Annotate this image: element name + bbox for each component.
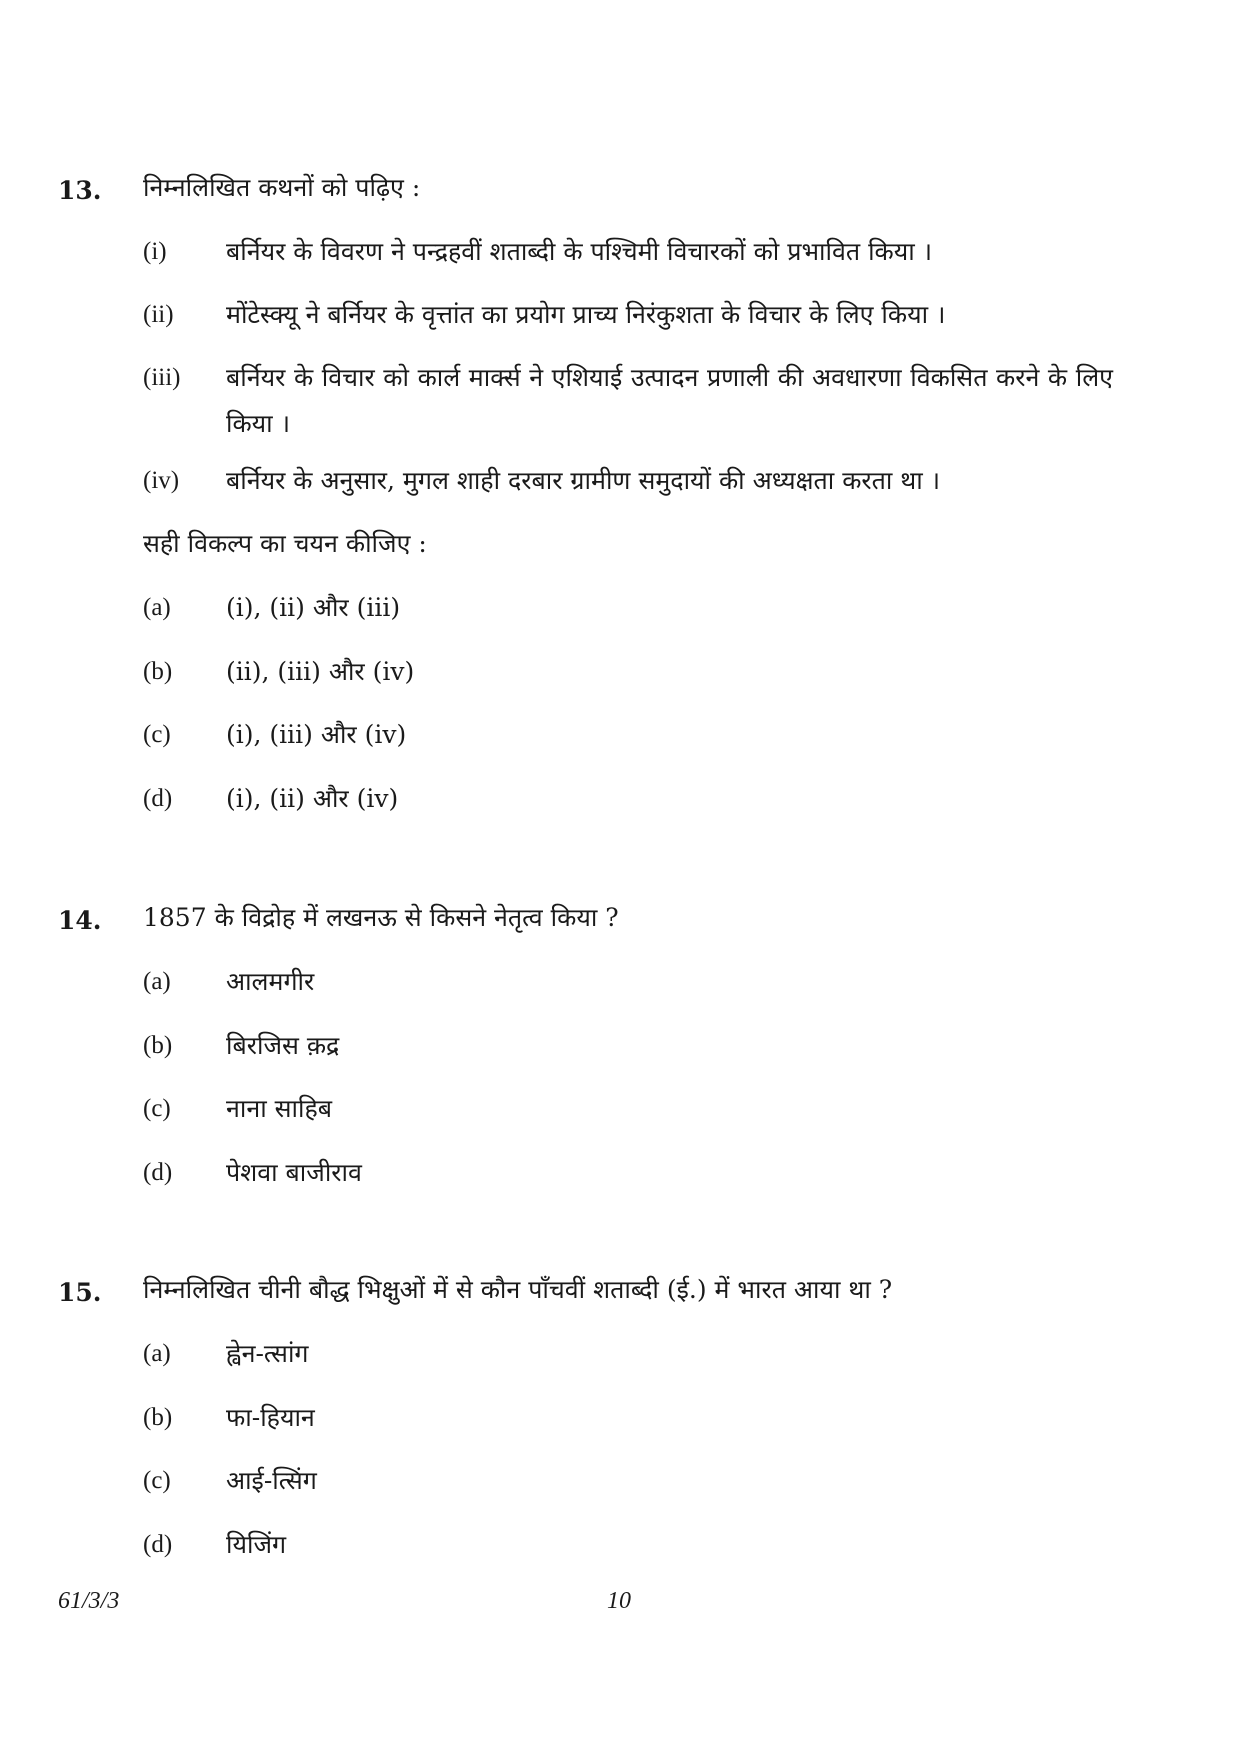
- option-text: ह्वेन-त्सांग: [226, 1339, 309, 1368]
- option-label: (d): [143, 1159, 173, 1186]
- question-number: 14.: [58, 906, 102, 935]
- paper-code: 61/3/3: [58, 1588, 120, 1614]
- option-label: (c): [143, 1095, 171, 1122]
- question-number: 15.: [58, 1278, 102, 1307]
- statement-text: बर्नियर के विवरण ने पन्द्रहवीं शताब्दी के पश्चिमी विचारकों को प्रभावित किया ।: [226, 237, 933, 266]
- question-text: 1857 के विद्रोह में लखनऊ से किसने नेतृत्व किया ?: [143, 903, 619, 932]
- option-label: (b): [143, 1032, 173, 1059]
- choose-prompt: सही विकल्प का चयन कीजिए :: [143, 529, 427, 558]
- option-label: (a): [143, 594, 171, 621]
- option-label: (b): [143, 1404, 173, 1431]
- page-number: 10: [607, 1588, 631, 1614]
- option-text: पेशवा बाजीराव: [226, 1158, 362, 1187]
- option-text: नाना साहिब: [226, 1094, 333, 1123]
- option-label: (a): [143, 1340, 171, 1367]
- statement-label: (iv): [143, 467, 180, 494]
- option-text: (i), (iii) और (iv): [226, 720, 407, 749]
- option-label: (c): [143, 1467, 171, 1494]
- option-text: आई-त्सिंग: [226, 1466, 317, 1495]
- statement-label: (i): [143, 238, 167, 265]
- option-text: यिजिंग: [226, 1530, 287, 1559]
- option-text: (ii), (iii) और (iv): [226, 657, 415, 686]
- option-text: (i), (ii) और (iii): [226, 593, 401, 622]
- statement-text: बर्नियर के विचार को कार्ल मार्क्स ने एशियाई उत्पादन प्रणाली की अवधारणा विकसित करने के लिए किया ।: [226, 363, 1113, 438]
- option-label: (c): [143, 721, 171, 748]
- option-text: फा-हियान: [226, 1403, 315, 1432]
- option-text: आलमगीर: [226, 967, 315, 996]
- option-text: (i), (ii) और (iv): [226, 784, 399, 813]
- question-text: निम्नलिखित चीनी बौद्ध भिक्षुओं में से कौन पाँचवीं शताब्दी (ई.) में भारत आया था ?: [143, 1275, 893, 1304]
- option-label: (a): [143, 968, 171, 995]
- option-label: (d): [143, 1531, 173, 1558]
- statement-text: मोंटेस्क्यू ने बर्नियर के वृत्तांत का प्रयोग प्राच्य निरंकुशता के विचार के लिए किया ।: [226, 300, 946, 329]
- option-text: बिरजिस क़द्र: [226, 1031, 340, 1060]
- option-label: (d): [143, 785, 173, 812]
- question-text: निम्नलिखित कथनों को पढ़िए :: [143, 173, 421, 202]
- statement-label: (ii): [143, 301, 174, 328]
- option-label: (b): [143, 658, 173, 685]
- statement-label: (iii): [143, 364, 181, 391]
- question-number: 13.: [58, 176, 102, 205]
- statement-text: बर्नियर के अनुसार, मुगल शाही दरबार ग्रामीण समुदायों की अध्यक्षता करता था ।: [226, 466, 941, 495]
